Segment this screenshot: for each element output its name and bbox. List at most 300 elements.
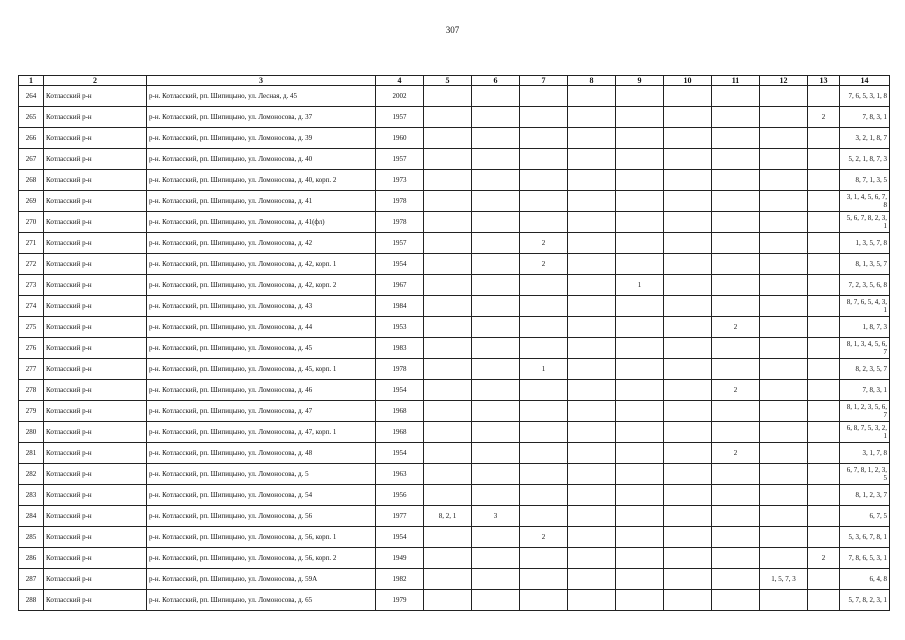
cell-col-5 bbox=[424, 86, 472, 107]
cell-col-9 bbox=[616, 380, 664, 401]
cell-col-14: 6, 7, 5 bbox=[840, 506, 890, 527]
cell-col-14: 1, 8, 7, 3 bbox=[840, 317, 890, 338]
cell-col-12 bbox=[760, 359, 808, 380]
cell-col-13 bbox=[808, 485, 840, 506]
column-header-3: 3 bbox=[147, 76, 376, 86]
cell-col-8 bbox=[568, 296, 616, 317]
cell-col-3: р-н. Котласский, рп. Шипицыно, ул. Ломоносова, д. 40, корп. 2 bbox=[147, 170, 376, 191]
cell-col-8 bbox=[568, 191, 616, 212]
cell-col-1: 266 bbox=[19, 128, 44, 149]
cell-col-4: 1967 bbox=[376, 275, 424, 296]
cell-col-5 bbox=[424, 338, 472, 359]
cell-col-3: р-н. Котласский, рп. Шипицыно, ул. Ломоносова, д. 42, корп. 2 bbox=[147, 275, 376, 296]
cell-col-5 bbox=[424, 254, 472, 275]
cell-col-6 bbox=[472, 191, 520, 212]
cell-col-1: 279 bbox=[19, 401, 44, 422]
cell-col-11 bbox=[712, 191, 760, 212]
cell-col-9 bbox=[616, 296, 664, 317]
cell-col-3: р-н. Котласский, рп. Шипицыно, ул. Ломоносова, д. 46 bbox=[147, 380, 376, 401]
cell-col-12 bbox=[760, 443, 808, 464]
cell-col-5 bbox=[424, 128, 472, 149]
cell-col-11 bbox=[712, 107, 760, 128]
cell-col-9 bbox=[616, 86, 664, 107]
cell-col-8 bbox=[568, 359, 616, 380]
cell-col-3: р-н. Котласский, рп. Шипицыно, ул. Ломоносова, д. 56, корп. 2 bbox=[147, 548, 376, 569]
cell-col-6 bbox=[472, 296, 520, 317]
cell-col-11 bbox=[712, 569, 760, 590]
cell-col-12 bbox=[760, 233, 808, 254]
cell-col-14: 3, 1, 4, 5, 6, 7, 8 bbox=[840, 191, 890, 212]
cell-col-4: 1983 bbox=[376, 338, 424, 359]
cell-col-12 bbox=[760, 506, 808, 527]
cell-col-13 bbox=[808, 443, 840, 464]
column-header-5: 5 bbox=[424, 76, 472, 86]
cell-col-2: Котласский р-н bbox=[44, 380, 147, 401]
cell-col-11: 2 bbox=[712, 443, 760, 464]
cell-col-6 bbox=[472, 212, 520, 233]
cell-col-11 bbox=[712, 149, 760, 170]
cell-col-4: 1949 bbox=[376, 548, 424, 569]
cell-col-5 bbox=[424, 359, 472, 380]
cell-col-12 bbox=[760, 107, 808, 128]
table-row bbox=[19, 128, 890, 149]
cell-col-3: р-н. Котласский, рп. Шипицыно, ул. Ломоносова, д. 54 bbox=[147, 485, 376, 506]
cell-col-5 bbox=[424, 275, 472, 296]
cell-col-14: 3, 1, 7, 8 bbox=[840, 443, 890, 464]
cell-col-11 bbox=[712, 464, 760, 485]
cell-col-4: 1957 bbox=[376, 107, 424, 128]
cell-col-3: р-н. Котласский, рп. Шипицыно, ул. Ломоносова, д. 42 bbox=[147, 233, 376, 254]
cell-col-3: р-н. Котласский, рп. Шипицыно, ул. Ломоносова, д. 65 bbox=[147, 590, 376, 611]
cell-col-14: 5, 7, 8, 2, 3, 1 bbox=[840, 590, 890, 611]
cell-col-10 bbox=[664, 464, 712, 485]
cell-col-4: 1978 bbox=[376, 359, 424, 380]
cell-col-2: Котласский р-н bbox=[44, 128, 147, 149]
cell-col-14: 8, 2, 3, 5, 7 bbox=[840, 359, 890, 380]
cell-col-13 bbox=[808, 86, 840, 107]
cell-col-13 bbox=[808, 359, 840, 380]
cell-col-10 bbox=[664, 296, 712, 317]
cell-col-9: 1 bbox=[616, 275, 664, 296]
cell-col-3: р-н. Котласский, рп. Шипицыно, ул. Ломоносова, д. 56, корп. 1 bbox=[147, 527, 376, 548]
cell-col-4: 1973 bbox=[376, 170, 424, 191]
cell-col-5 bbox=[424, 212, 472, 233]
cell-col-1: 272 bbox=[19, 254, 44, 275]
cell-col-1: 283 bbox=[19, 485, 44, 506]
cell-col-9 bbox=[616, 548, 664, 569]
cell-col-6 bbox=[472, 422, 520, 443]
cell-col-12 bbox=[760, 548, 808, 569]
cell-col-9 bbox=[616, 338, 664, 359]
cell-col-6 bbox=[472, 128, 520, 149]
cell-col-7 bbox=[520, 422, 568, 443]
cell-col-10 bbox=[664, 107, 712, 128]
cell-col-11: 2 bbox=[712, 380, 760, 401]
cell-col-1: 281 bbox=[19, 443, 44, 464]
cell-col-1: 276 bbox=[19, 338, 44, 359]
cell-col-12 bbox=[760, 485, 808, 506]
cell-col-4: 1960 bbox=[376, 128, 424, 149]
cell-col-8 bbox=[568, 317, 616, 338]
cell-col-8 bbox=[568, 464, 616, 485]
cell-col-2: Котласский р-н bbox=[44, 569, 147, 590]
cell-col-4: 1977 bbox=[376, 506, 424, 527]
cell-col-3: р-н. Котласский, рп. Шипицыно, ул. Ломоносова, д. 47, корп. 1 bbox=[147, 422, 376, 443]
cell-col-11 bbox=[712, 86, 760, 107]
cell-col-9 bbox=[616, 128, 664, 149]
cell-col-6 bbox=[472, 569, 520, 590]
cell-col-7 bbox=[520, 128, 568, 149]
table-row bbox=[19, 149, 890, 170]
cell-col-3: р-н. Котласский, рп. Шипицыно, ул. Лесная, д. 45 bbox=[147, 86, 376, 107]
cell-col-6 bbox=[472, 527, 520, 548]
cell-col-2: Котласский р-н bbox=[44, 254, 147, 275]
cell-col-14: 1, 3, 5, 7, 8 bbox=[840, 233, 890, 254]
cell-col-8 bbox=[568, 86, 616, 107]
cell-col-9 bbox=[616, 359, 664, 380]
cell-col-2: Котласский р-н bbox=[44, 401, 147, 422]
cell-col-13: 2 bbox=[808, 107, 840, 128]
table-row bbox=[19, 380, 890, 401]
cell-col-4: 1957 bbox=[376, 233, 424, 254]
cell-col-14: 5, 3, 6, 7, 8, 1 bbox=[840, 527, 890, 548]
table-row bbox=[19, 275, 890, 296]
column-header-7: 7 bbox=[520, 76, 568, 86]
cell-col-6 bbox=[472, 170, 520, 191]
cell-col-13 bbox=[808, 569, 840, 590]
cell-col-8 bbox=[568, 254, 616, 275]
cell-col-3: р-н. Котласский, рп. Шипицыно, ул. Ломоносова, д. 41(фл) bbox=[147, 212, 376, 233]
cell-col-11: 2 bbox=[712, 317, 760, 338]
cell-col-13 bbox=[808, 464, 840, 485]
column-header-4: 4 bbox=[376, 76, 424, 86]
cell-col-2: Котласский р-н bbox=[44, 464, 147, 485]
cell-col-10 bbox=[664, 233, 712, 254]
cell-col-6 bbox=[472, 86, 520, 107]
cell-col-2: Котласский р-н bbox=[44, 191, 147, 212]
cell-col-11 bbox=[712, 254, 760, 275]
table-row bbox=[19, 401, 890, 422]
cell-col-2: Котласский р-н bbox=[44, 170, 147, 191]
cell-col-5 bbox=[424, 317, 472, 338]
cell-col-4: 1956 bbox=[376, 485, 424, 506]
cell-col-9 bbox=[616, 149, 664, 170]
cell-col-12 bbox=[760, 149, 808, 170]
cell-col-2: Котласский р-н bbox=[44, 86, 147, 107]
cell-col-10 bbox=[664, 191, 712, 212]
cell-col-8 bbox=[568, 548, 616, 569]
table-row bbox=[19, 317, 890, 338]
cell-col-8 bbox=[568, 506, 616, 527]
cell-col-3: р-н. Котласский, рп. Шипицыно, ул. Ломоносова, д. 39 bbox=[147, 128, 376, 149]
cell-col-14: 8, 1, 2, 3, 5, 6, 7 bbox=[840, 401, 890, 422]
cell-col-7 bbox=[520, 443, 568, 464]
cell-col-2: Котласский р-н bbox=[44, 422, 147, 443]
cell-col-2: Котласский р-н bbox=[44, 338, 147, 359]
cell-col-12 bbox=[760, 464, 808, 485]
cell-col-5 bbox=[424, 443, 472, 464]
cell-col-5 bbox=[424, 149, 472, 170]
cell-col-6 bbox=[472, 401, 520, 422]
cell-col-6 bbox=[472, 254, 520, 275]
cell-col-11 bbox=[712, 233, 760, 254]
cell-col-1: 270 bbox=[19, 212, 44, 233]
cell-col-7: 2 bbox=[520, 254, 568, 275]
column-header-6: 6 bbox=[472, 76, 520, 86]
cell-col-1: 275 bbox=[19, 317, 44, 338]
cell-col-2: Котласский р-н bbox=[44, 590, 147, 611]
column-header-11: 11 bbox=[712, 76, 760, 86]
cell-col-5 bbox=[424, 422, 472, 443]
cell-col-13 bbox=[808, 338, 840, 359]
cell-col-5 bbox=[424, 527, 472, 548]
cell-col-6 bbox=[472, 275, 520, 296]
cell-col-14: 7, 8, 3, 1 bbox=[840, 380, 890, 401]
cell-col-7 bbox=[520, 485, 568, 506]
table-row bbox=[19, 170, 890, 191]
cell-col-5 bbox=[424, 485, 472, 506]
cell-col-5 bbox=[424, 464, 472, 485]
cell-col-10 bbox=[664, 485, 712, 506]
cell-col-6 bbox=[472, 149, 520, 170]
cell-col-10 bbox=[664, 506, 712, 527]
cell-col-3: р-н. Котласский, рп. Шипицыно, ул. Ломоносова, д. 47 bbox=[147, 401, 376, 422]
cell-col-3: р-н. Котласский, рп. Шипицыно, ул. Ломоносова, д. 56 bbox=[147, 506, 376, 527]
header-row bbox=[19, 76, 890, 86]
cell-col-13 bbox=[808, 170, 840, 191]
cell-col-6 bbox=[472, 485, 520, 506]
cell-col-6 bbox=[472, 359, 520, 380]
cell-col-8 bbox=[568, 170, 616, 191]
cell-col-9 bbox=[616, 191, 664, 212]
cell-col-4: 2002 bbox=[376, 86, 424, 107]
cell-col-1: 273 bbox=[19, 275, 44, 296]
cell-col-8 bbox=[568, 401, 616, 422]
cell-col-4: 1954 bbox=[376, 443, 424, 464]
cell-col-3: р-н. Котласский, рп. Шипицыно, ул. Ломоносова, д. 5 bbox=[147, 464, 376, 485]
cell-col-5 bbox=[424, 548, 472, 569]
cell-col-1: 264 bbox=[19, 86, 44, 107]
cell-col-12 bbox=[760, 296, 808, 317]
cell-col-12 bbox=[760, 317, 808, 338]
cell-col-7 bbox=[520, 275, 568, 296]
cell-col-13 bbox=[808, 296, 840, 317]
cell-col-9 bbox=[616, 485, 664, 506]
cell-col-6 bbox=[472, 338, 520, 359]
cell-col-11 bbox=[712, 359, 760, 380]
cell-col-1: 286 bbox=[19, 548, 44, 569]
cell-col-13 bbox=[808, 233, 840, 254]
cell-col-12 bbox=[760, 422, 808, 443]
cell-col-11 bbox=[712, 296, 760, 317]
cell-col-12 bbox=[760, 128, 808, 149]
column-header-14: 14 bbox=[840, 76, 890, 86]
cell-col-13: 2 bbox=[808, 548, 840, 569]
cell-col-4: 1978 bbox=[376, 212, 424, 233]
cell-col-13 bbox=[808, 212, 840, 233]
cell-col-10 bbox=[664, 422, 712, 443]
cell-col-10 bbox=[664, 86, 712, 107]
cell-col-2: Котласский р-н bbox=[44, 296, 147, 317]
cell-col-14: 8, 1, 2, 3, 7 bbox=[840, 485, 890, 506]
cell-col-6 bbox=[472, 590, 520, 611]
cell-col-5 bbox=[424, 191, 472, 212]
cell-col-8 bbox=[568, 443, 616, 464]
cell-col-13 bbox=[808, 590, 840, 611]
cell-col-7 bbox=[520, 548, 568, 569]
cell-col-2: Котласский р-н bbox=[44, 527, 147, 548]
cell-col-4: 1957 bbox=[376, 149, 424, 170]
cell-col-3: р-н. Котласский, рп. Шипицыно, ул. Ломоносова, д. 59А bbox=[147, 569, 376, 590]
cell-col-5 bbox=[424, 401, 472, 422]
cell-col-9 bbox=[616, 170, 664, 191]
cell-col-3: р-н. Котласский, рп. Шипицыно, ул. Ломоносова, д. 40 bbox=[147, 149, 376, 170]
cell-col-9 bbox=[616, 254, 664, 275]
cell-col-14: 7, 2, 3, 5, 6, 8 bbox=[840, 275, 890, 296]
cell-col-7 bbox=[520, 149, 568, 170]
cell-col-9 bbox=[616, 527, 664, 548]
cell-col-6 bbox=[472, 443, 520, 464]
cell-col-10 bbox=[664, 128, 712, 149]
cell-col-1: 269 bbox=[19, 191, 44, 212]
cell-col-14: 5, 2, 1, 8, 7, 3 bbox=[840, 149, 890, 170]
table-row bbox=[19, 296, 890, 317]
cell-col-10 bbox=[664, 548, 712, 569]
cell-col-14: 7, 8, 6, 5, 3, 1 bbox=[840, 548, 890, 569]
cell-col-7 bbox=[520, 380, 568, 401]
cell-col-4: 1978 bbox=[376, 191, 424, 212]
cell-col-12 bbox=[760, 86, 808, 107]
cell-col-3: р-н. Котласский, рп. Шипицыно, ул. Ломоносова, д. 45, корп. 1 bbox=[147, 359, 376, 380]
cell-col-9 bbox=[616, 443, 664, 464]
cell-col-9 bbox=[616, 569, 664, 590]
cell-col-7 bbox=[520, 317, 568, 338]
cell-col-8 bbox=[568, 128, 616, 149]
cell-col-5 bbox=[424, 170, 472, 191]
page-number: 307 bbox=[445, 25, 460, 35]
cell-col-5 bbox=[424, 569, 472, 590]
cell-col-7: 1 bbox=[520, 359, 568, 380]
cell-col-7: 2 bbox=[520, 527, 568, 548]
cell-col-11 bbox=[712, 275, 760, 296]
cell-col-7 bbox=[520, 401, 568, 422]
cell-col-10 bbox=[664, 212, 712, 233]
table-row bbox=[19, 569, 890, 590]
cell-col-5 bbox=[424, 233, 472, 254]
cell-col-2: Котласский р-н bbox=[44, 485, 147, 506]
cell-col-1: 278 bbox=[19, 380, 44, 401]
cell-col-8 bbox=[568, 212, 616, 233]
cell-col-2: Котласский р-н bbox=[44, 149, 147, 170]
cell-col-10 bbox=[664, 380, 712, 401]
cell-col-6 bbox=[472, 548, 520, 569]
cell-col-2: Котласский р-н bbox=[44, 506, 147, 527]
cell-col-8 bbox=[568, 149, 616, 170]
cell-col-12 bbox=[760, 401, 808, 422]
cell-col-11 bbox=[712, 170, 760, 191]
cell-col-14: 5, 6, 7, 8, 2, 3, 1 bbox=[840, 212, 890, 233]
cell-col-9 bbox=[616, 464, 664, 485]
cell-col-11 bbox=[712, 422, 760, 443]
table-row bbox=[19, 254, 890, 275]
cell-col-8 bbox=[568, 527, 616, 548]
cell-col-13 bbox=[808, 275, 840, 296]
cell-col-13 bbox=[808, 149, 840, 170]
cell-col-5: 8, 2, 1 bbox=[424, 506, 472, 527]
cell-col-2: Котласский р-н bbox=[44, 359, 147, 380]
cell-col-6 bbox=[472, 233, 520, 254]
cell-col-2: Котласский р-н bbox=[44, 443, 147, 464]
cell-col-1: 267 bbox=[19, 149, 44, 170]
cell-col-1: 271 bbox=[19, 233, 44, 254]
cell-col-13 bbox=[808, 422, 840, 443]
cell-col-5 bbox=[424, 380, 472, 401]
cell-col-14: 6, 7, 8, 1, 2, 3, 5 bbox=[840, 464, 890, 485]
cell-col-2: Котласский р-н bbox=[44, 317, 147, 338]
cell-col-11 bbox=[712, 485, 760, 506]
cell-col-4: 1963 bbox=[376, 464, 424, 485]
cell-col-4: 1954 bbox=[376, 527, 424, 548]
cell-col-11 bbox=[712, 401, 760, 422]
cell-col-13 bbox=[808, 527, 840, 548]
cell-col-4: 1982 bbox=[376, 569, 424, 590]
cell-col-7 bbox=[520, 212, 568, 233]
table-row bbox=[19, 548, 890, 569]
cell-col-14: 3, 2, 1, 8, 7 bbox=[840, 128, 890, 149]
cell-col-10 bbox=[664, 443, 712, 464]
cell-col-12 bbox=[760, 275, 808, 296]
cell-col-12 bbox=[760, 590, 808, 611]
cell-col-2: Котласский р-н bbox=[44, 212, 147, 233]
cell-col-13 bbox=[808, 317, 840, 338]
cell-col-11 bbox=[712, 590, 760, 611]
cell-col-9 bbox=[616, 401, 664, 422]
table-row bbox=[19, 422, 890, 443]
cell-col-1: 285 bbox=[19, 527, 44, 548]
cell-col-13 bbox=[808, 506, 840, 527]
cell-col-1: 288 bbox=[19, 590, 44, 611]
cell-col-1: 265 bbox=[19, 107, 44, 128]
column-header-13: 13 bbox=[808, 76, 840, 86]
table-row bbox=[19, 107, 890, 128]
cell-col-1: 287 bbox=[19, 569, 44, 590]
cell-col-8 bbox=[568, 590, 616, 611]
cell-col-10 bbox=[664, 359, 712, 380]
cell-col-3: р-н. Котласский, рп. Шипицыно, ул. Ломоносова, д. 48 bbox=[147, 443, 376, 464]
cell-col-11 bbox=[712, 212, 760, 233]
cell-col-4: 1953 bbox=[376, 317, 424, 338]
cell-col-6 bbox=[472, 317, 520, 338]
cell-col-11 bbox=[712, 338, 760, 359]
cell-col-1: 268 bbox=[19, 170, 44, 191]
table-row bbox=[19, 359, 890, 380]
cell-col-8 bbox=[568, 380, 616, 401]
table-row bbox=[19, 527, 890, 548]
cell-col-8 bbox=[568, 338, 616, 359]
cell-col-7 bbox=[520, 569, 568, 590]
cell-col-2: Котласский р-н bbox=[44, 275, 147, 296]
cell-col-12 bbox=[760, 338, 808, 359]
cell-col-9 bbox=[616, 233, 664, 254]
cell-col-10 bbox=[664, 338, 712, 359]
cell-col-9 bbox=[616, 317, 664, 338]
cell-col-1: 274 bbox=[19, 296, 44, 317]
cell-col-7 bbox=[520, 464, 568, 485]
table-row bbox=[19, 506, 890, 527]
cell-col-10 bbox=[664, 317, 712, 338]
cell-col-3: р-н. Котласский, рп. Шипицыно, ул. Ломоносова, д. 44 bbox=[147, 317, 376, 338]
cell-col-10 bbox=[664, 569, 712, 590]
